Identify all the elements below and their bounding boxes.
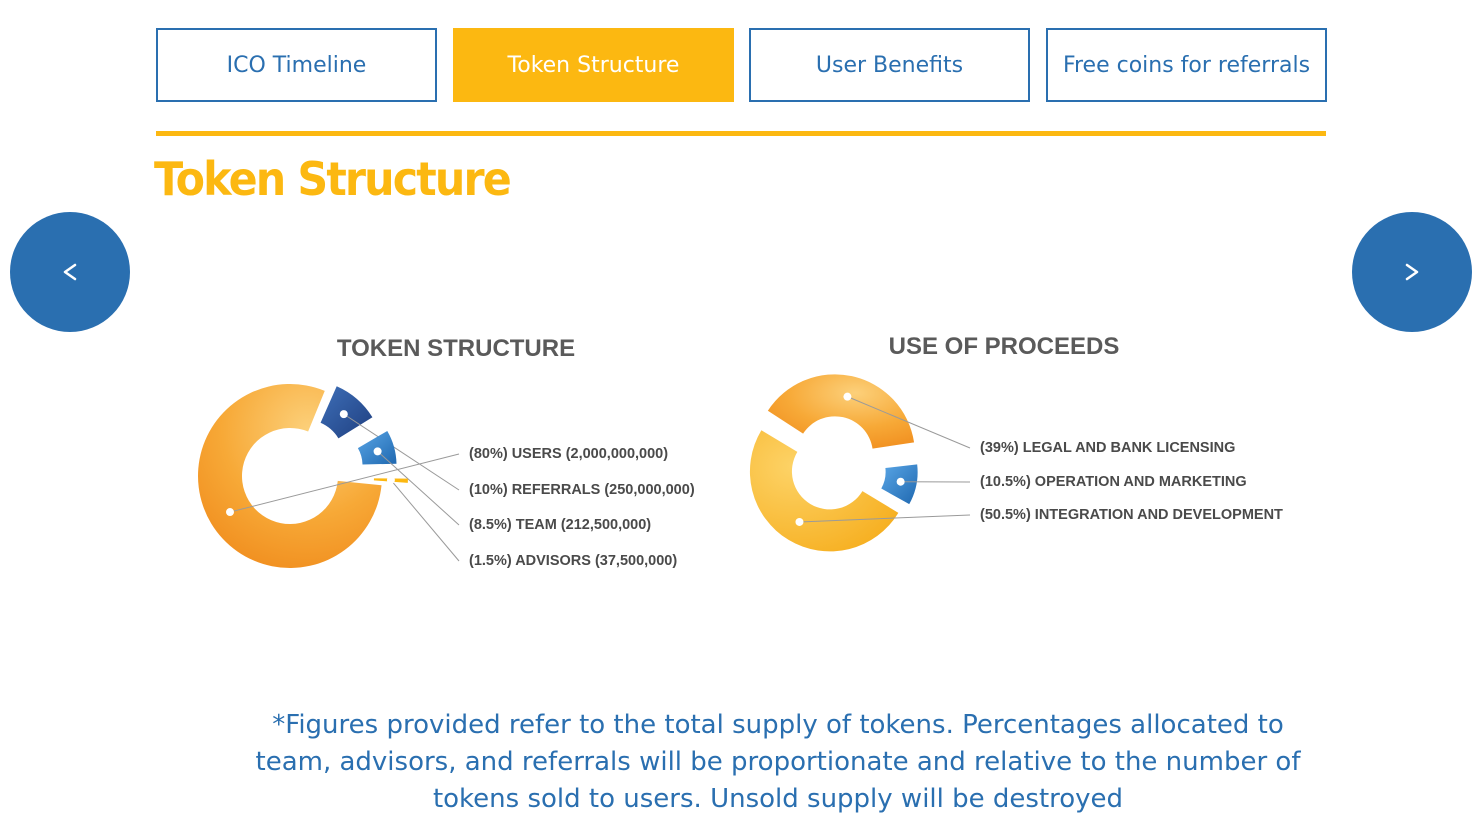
next-slide-button[interactable] <box>1352 212 1472 332</box>
leader-dot-2 <box>340 410 348 418</box>
legend-integration-and-development: (50.5%) INTEGRATION AND DEVELOPMENT <box>980 507 1283 523</box>
tab-user-benefits[interactable]: User Benefits <box>749 28 1030 102</box>
section-title: Token Structure <box>154 152 510 206</box>
slice-1 <box>768 374 914 448</box>
leader-line-4 <box>391 480 459 561</box>
chevron-right-icon <box>1352 212 1472 332</box>
slice-3 <box>750 430 898 551</box>
use-of-proceeds-chart <box>750 374 970 551</box>
footnote: *Figures provided refer to the total supply of tokens. Percentages allocated to team, advisors, and referrals will be proportionate and relative to the number of tokens sold to users. Unsold supply will be destroyed <box>255 710 1301 814</box>
previous-slide-button[interactable] <box>10 212 130 332</box>
leader-dot-2 <box>897 478 905 486</box>
leader-dot-1 <box>843 393 851 401</box>
section-divider <box>156 131 1326 136</box>
leader-dot-3 <box>795 518 803 526</box>
legend-operation-and-marketing: (10.5%) OPERATION AND MARKETING <box>980 474 1247 490</box>
legend-legal-and-bank-licensing: (39%) LEGAL AND BANK LICENSING <box>980 440 1236 456</box>
token-infographic <box>170 320 1320 610</box>
tab-bar <box>156 28 1326 102</box>
chevron-left-icon <box>10 212 130 332</box>
leader-dot-1 <box>226 508 234 516</box>
use-of-proceeds-legend <box>980 440 1283 523</box>
chart-title-token-structure: TOKEN STRUCTURE <box>336 335 576 362</box>
legend-users: (80%) USERS (2,000,000,000) <box>469 446 669 462</box>
leader-dot-4 <box>387 476 395 484</box>
tab-free-coins-for-referrals[interactable]: Free coins for referrals <box>1046 28 1327 102</box>
legend-advisors: (1.5%) ADVISORS (37,500,000) <box>469 553 678 569</box>
token-structure-chart <box>198 384 459 568</box>
tab-token-structure[interactable]: Token Structure <box>453 28 734 102</box>
leader-dot-3 <box>374 447 382 455</box>
token-structure-legend <box>469 446 695 569</box>
chart-title-use-of-proceeds: USE OF PROCEEDS <box>888 333 1120 360</box>
leader-line-3 <box>378 451 459 525</box>
legend-referrals: (10%) REFERRALS (250,000,000) <box>469 482 695 498</box>
legend-team: (8.5%) TEAM (212,500,000) <box>469 517 652 533</box>
tab-ico-timeline[interactable]: ICO Timeline <box>156 28 437 102</box>
